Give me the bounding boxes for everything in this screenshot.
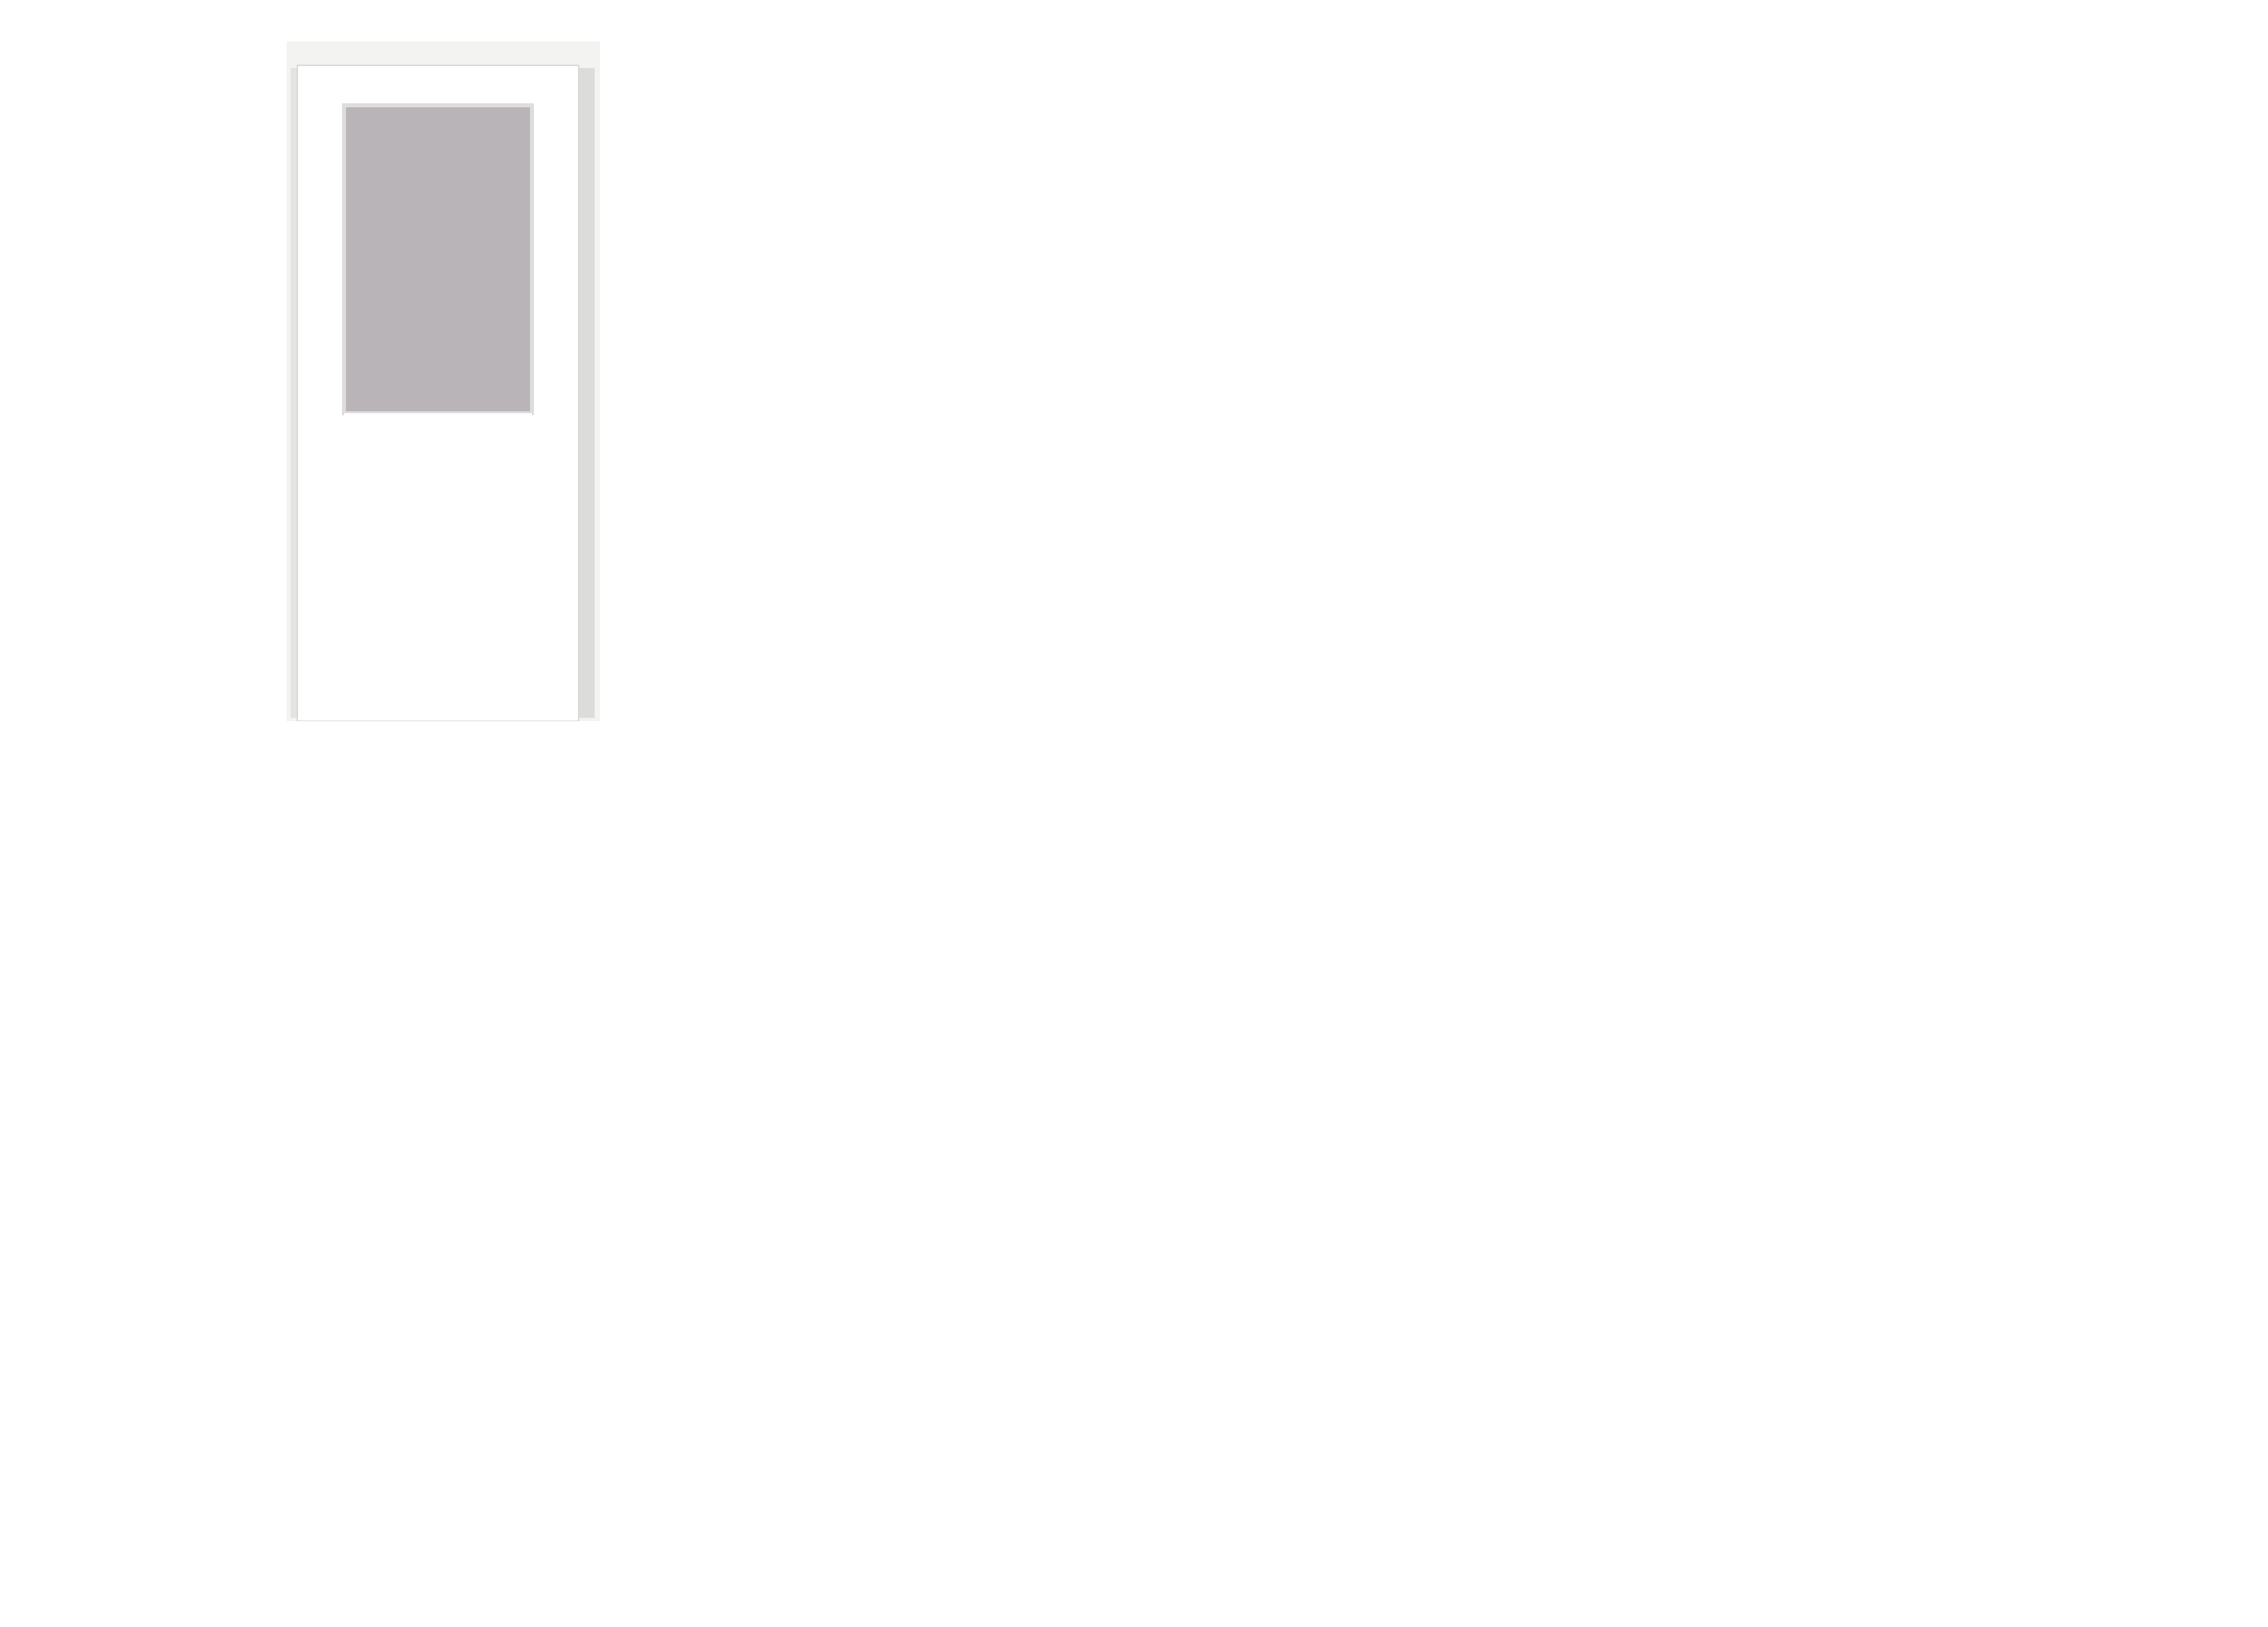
door-card-qd7: [287, 41, 600, 788]
door-image-qd7: [287, 41, 600, 721]
